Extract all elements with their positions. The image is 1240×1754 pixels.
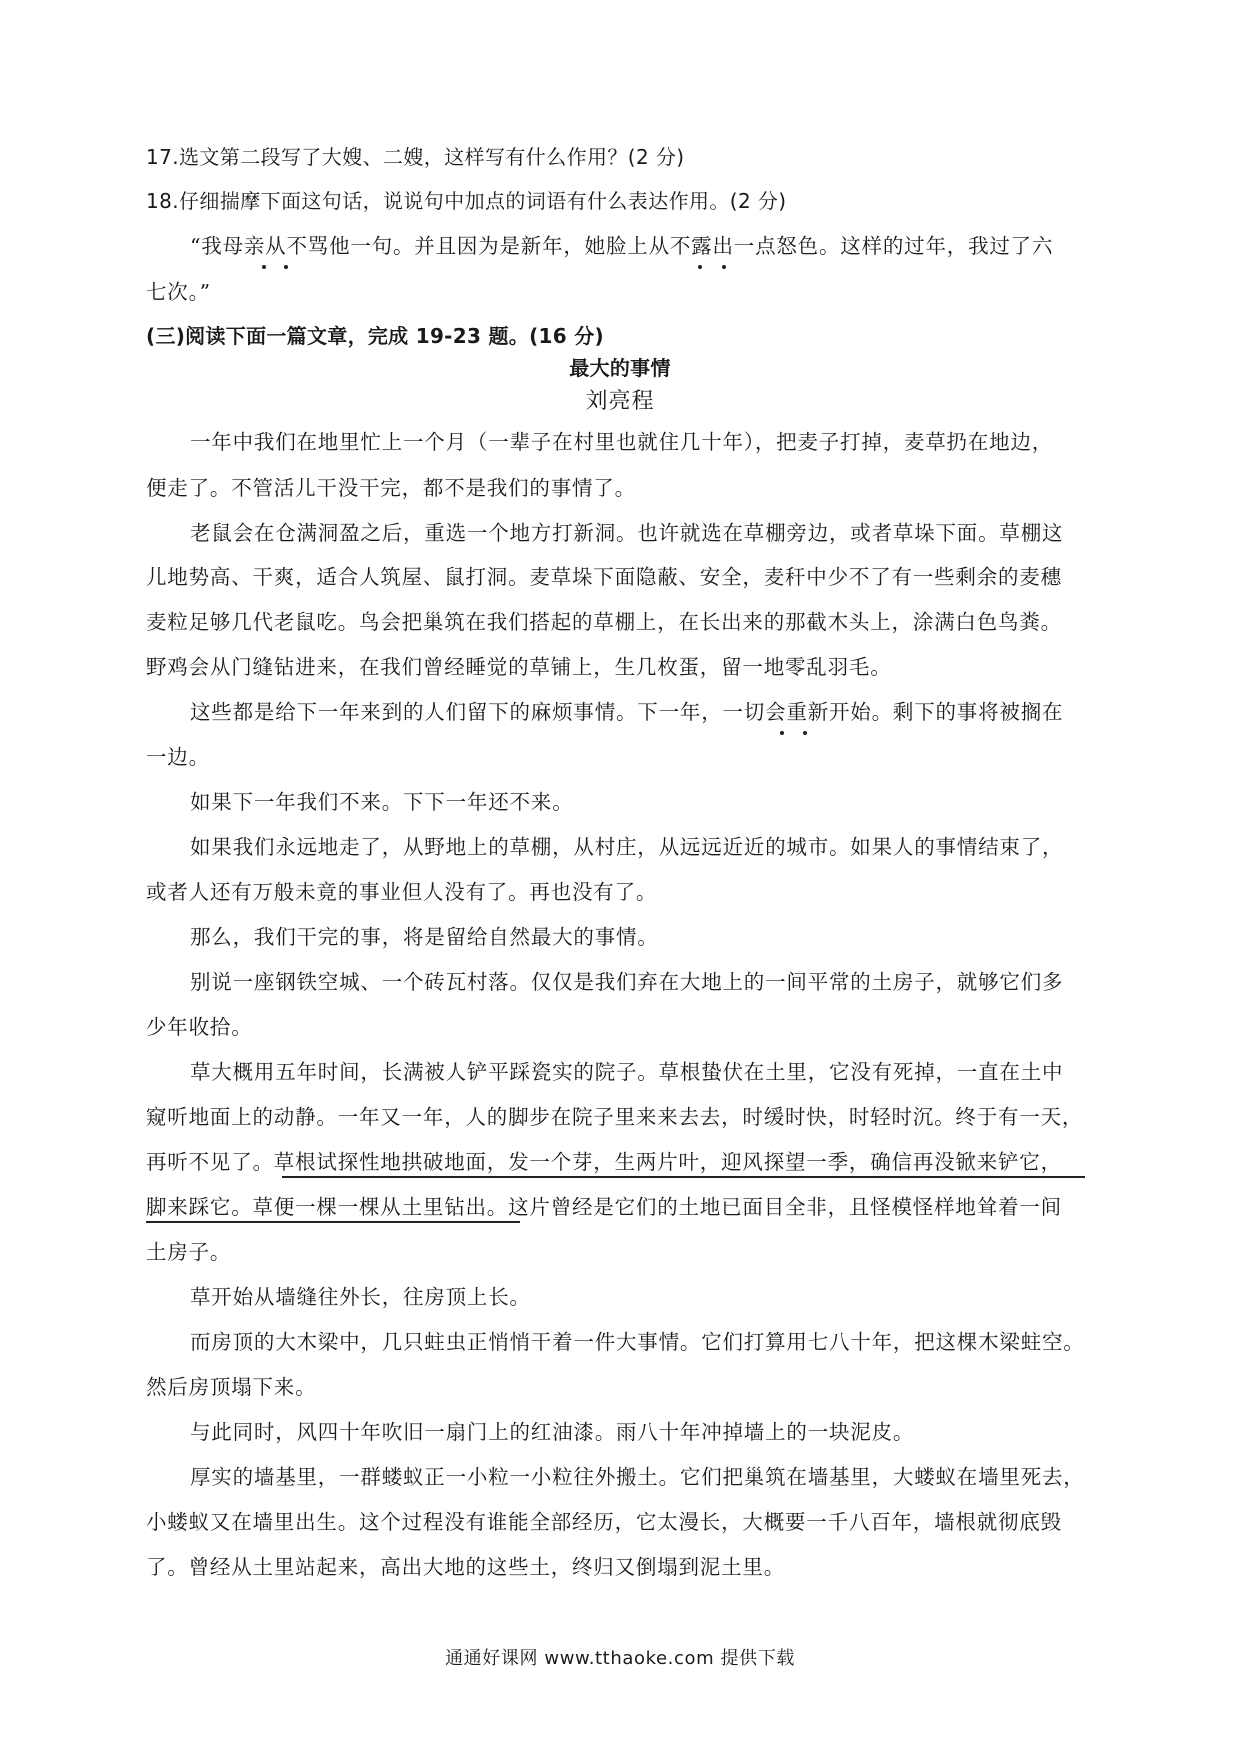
emphasis-dot xyxy=(803,731,807,735)
article-line: 草开始从墙缝往外长，往房顶上长。 xyxy=(190,1285,531,1309)
article-line: 一年中我们在地里忙上一个月（一辈子在村里也就住几十年），把麦子打掉，麦草扔在地边， xyxy=(190,430,1054,454)
section-heading: (三)阅读下面一篇文章，完成 19-23 题。(16 分) xyxy=(146,324,604,348)
article-line: 野鸡会从门缝钻进来，在我们曾经睡觉的草铺上，生几枚蛋，留一地零乱羽毛。 xyxy=(146,655,892,679)
article-author: 刘亮程 xyxy=(585,389,655,414)
article-line: 麦粒足够几代老鼠吃。鸟会把巢筑在我们搭起的草棚上，在长出来的那截木头上，涂满白色鸟粪。 xyxy=(146,610,1062,634)
emphasis-dot xyxy=(284,265,288,269)
article-line: 如果下一年我们不来。下下一年还不来。 xyxy=(190,790,574,814)
question-18: 18.仔细揣摩下面这句话，说说句中加点的词语有什么表达作用。(2 分) xyxy=(146,189,787,213)
article-line: 了。曾经从土里站起来，高出大地的这些土，终归又倒塌到泥土里。 xyxy=(146,1555,785,1579)
article-line-underlined-end: 脚来踩它。草便一棵一棵从土里钻出。这片曾经是它们的土地已面目全非，且怪模怪样地耸着一间 xyxy=(146,1195,1062,1219)
article-line: 厚实的墙基里，一群蝼蚁正一小粒一小粒往外搬土。它们把巢筑在墙基里，大蝼蚁在墙里死去， xyxy=(190,1465,1085,1489)
article-line: 老鼠会在仓满洞盈之后，重选一个地方打新洞。也许就选在草棚旁边，或者草垛下面。草棚这 xyxy=(190,521,1064,545)
quoted-sentence-line-1: “我母亲从不骂他一句。并且因为是新年，她脸上从不露出一点怒色。这样的过年，我过了六 xyxy=(190,234,1054,258)
footer-credit: 通通好课网 www.tthaoke.com 提供下载 xyxy=(445,1648,795,1669)
emphasis-dot xyxy=(722,265,726,269)
article-line: 便走了。不管活儿干没干完，都不是我们的事情了。 xyxy=(146,476,636,500)
emphasis-dot xyxy=(698,265,702,269)
underline xyxy=(146,1221,520,1223)
article-line-underlined-start: 再听不见了。草根试探性地拱破地面，发一个芽，生两片叶，迎风探望一季，确信再没锨来铲它， xyxy=(146,1150,1062,1174)
article-line: 一边。 xyxy=(146,745,210,769)
article-line: 别说一座钢铁空城、一个砖瓦村落。仅仅是我们弃在大地上的一间平常的土房子，就够它们多 xyxy=(190,970,1064,994)
article-line: 而房顶的大木梁中，几只蛀虫正悄悄干着一件大事情。它们打算用七八十年，把这棵木梁蛀空。 xyxy=(190,1330,1085,1354)
article-title: 最大的事情 xyxy=(569,356,671,380)
article-line: 儿地势高、干爽，适合人筑屋、鼠打洞。麦草垛下面隐蔽、安全，麦秆中少不了有一些剩余的麦穗 xyxy=(146,565,1062,589)
article-line: 土房子。 xyxy=(146,1240,232,1264)
question-17: 17.选文第二段写了大嫂、二嫂，这样写有什么作用？(2 分) xyxy=(146,145,685,169)
article-line: 窥听地面上的动静。一年又一年，人的脚步在院子里来来去去，时缓时快，时轻时沉。终于有一天， xyxy=(146,1105,1084,1129)
article-line: 少年收拾。 xyxy=(146,1015,253,1039)
underline xyxy=(282,1176,1085,1178)
article-line: 小蝼蚁又在墙里出生。这个过程没有谁能全部经历，它太漫长，大概要一千八百年，墙根就彻底毁 xyxy=(146,1510,1062,1534)
article-line: 然后房顶塌下来。 xyxy=(146,1375,317,1399)
article-line: 与此同时，风四十年吹旧一扇门上的红油漆。雨八十年冲掉墙上的一块泥皮。 xyxy=(190,1420,915,1444)
quoted-sentence-line-2: 七次。” xyxy=(146,280,211,304)
emphasis-dot xyxy=(262,265,266,269)
article-line: 草大概用五年时间，长满被人铲平踩瓷实的院子。草根蛰伏在土里，它没有死掉，一直在土中 xyxy=(190,1060,1064,1084)
article-line: 或者人还有万般未竟的事业但人没有了。再也没有了。 xyxy=(146,880,658,904)
article-line: 那么，我们干完的事，将是留给自然最大的事情。 xyxy=(190,925,659,949)
article-line: 这些都是给下一年来到的人们留下的麻烦事情。下一年，一切会重新开始。剩下的事将被搁在 xyxy=(190,700,1064,724)
article-line: 如果我们永远地走了，从野地上的草棚，从村庄，从远远近近的城市。如果人的事情结束了， xyxy=(190,835,1064,859)
emphasis-dot xyxy=(780,731,784,735)
